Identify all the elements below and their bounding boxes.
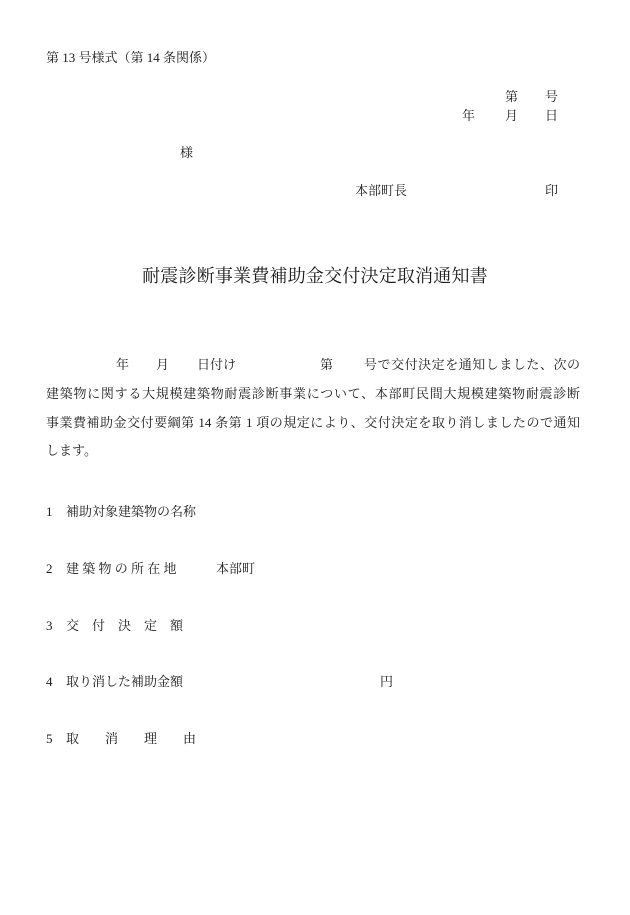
item-value: 本部町: [216, 561, 256, 576]
item-number: 4: [46, 674, 53, 689]
body-year: 年: [116, 357, 130, 372]
body-line-1-tail: 号で交付決定を通知しました、次の: [364, 357, 580, 372]
item-label: 建 築 物 の 所 在 地: [66, 561, 177, 576]
item-label: 補助対象建築物の名称: [66, 504, 197, 519]
document-title: 耐震診断事業費補助金交付決定取消通知書: [142, 266, 488, 286]
item-unit: 円: [380, 674, 394, 689]
body-line-3: 事業費補助金交付要綱第 14 条第 1 項の規定により、交付決定を取り消しましたので通知: [46, 415, 580, 430]
item-label: 取 消 理 由: [66, 731, 197, 746]
body-line-4: します。: [46, 443, 97, 458]
date-day: 日: [545, 108, 559, 123]
body-line-2: 建築物に関する大規模建築物耐震診断事業について、本部町民間大規模建築物耐震診断: [46, 386, 580, 401]
date-month: 月: [505, 108, 519, 123]
issuer-name: 本部町長: [355, 183, 408, 198]
item-label: 交 付 決 定 額: [66, 618, 184, 633]
doc-number-prefix: 第: [505, 89, 519, 104]
item-number: 3: [46, 618, 53, 633]
form-number: 第 13 号様式（第 14 条関係）: [46, 50, 216, 65]
body-dated: 日付け: [197, 357, 237, 372]
body-month: 月: [156, 357, 170, 372]
item-label: 取り消した補助金額: [66, 674, 184, 689]
body-number-prefix: 第: [320, 357, 334, 372]
doc-number-suffix: 号: [545, 89, 559, 104]
item-number: 1: [46, 504, 53, 519]
issuer-seal: 印: [545, 183, 559, 198]
date-year: 年: [462, 108, 476, 123]
addressee-honorific: 様: [180, 145, 194, 160]
item-number: 5: [46, 731, 53, 746]
item-number: 2: [46, 561, 53, 576]
